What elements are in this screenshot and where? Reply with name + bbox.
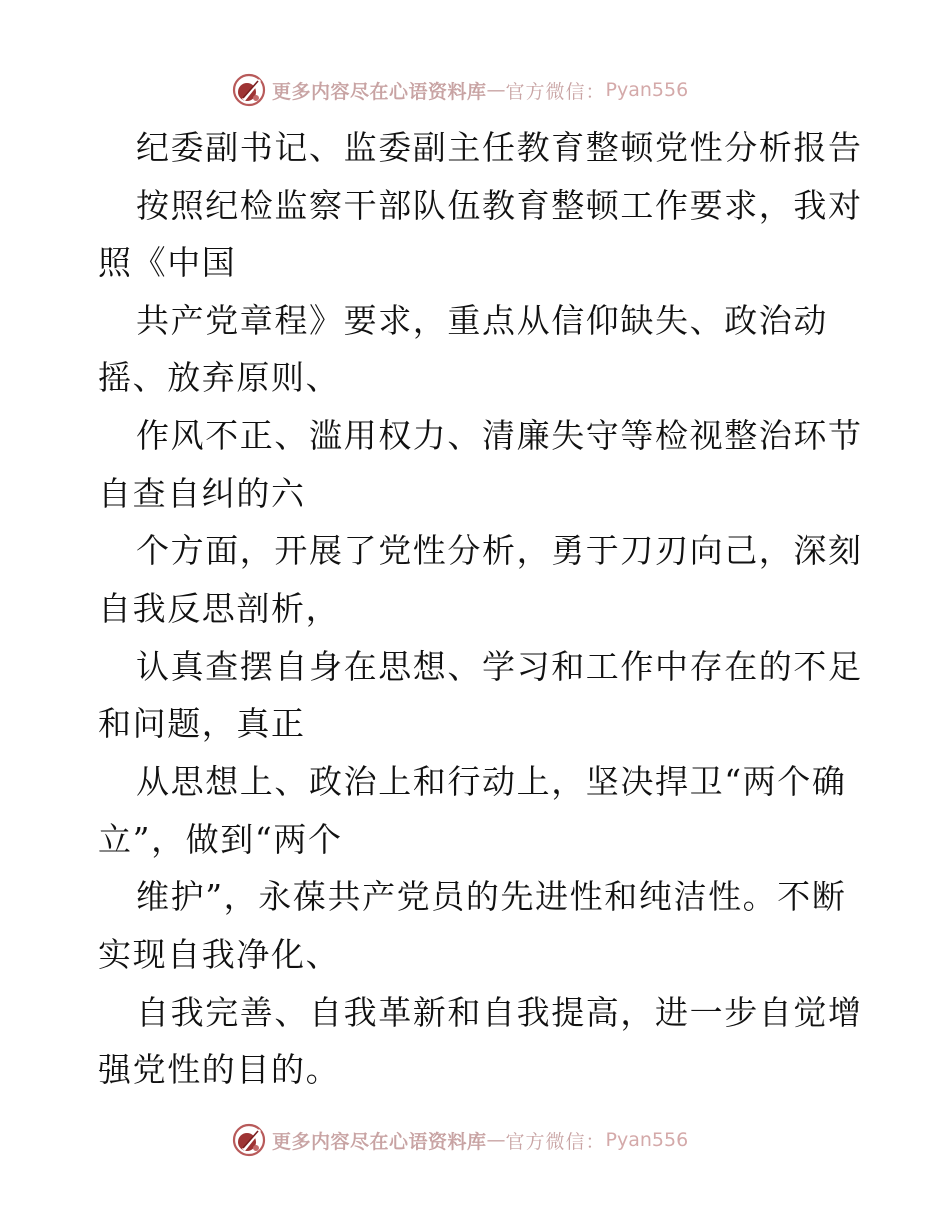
paragraph-line: 照《中国 [98,243,237,282]
watermark-brand-text: 更多内容尽在心语资料库 [272,1130,487,1153]
paragraph-line: 按照纪检监察干部队伍教育整顿工作要求，我对 [136,186,863,225]
paragraph-line: 作风不正、滥用权力、清廉失守等检视整治环节 [136,416,863,455]
paragraph-line: 实现自我净化、 [98,935,341,974]
watermark-wechat-label: 官方微信： [505,80,606,103]
watermark-wechat-label: 官方微信： [505,1130,606,1153]
paragraph-line: 共产党章程》要求，重点从信仰缺失、政治动 [136,301,828,340]
paragraph-line: 自我完善、自我革新和自我提高，进一步自觉增 [136,993,863,1032]
watermark-wechat-id: Pyan556 [605,79,689,101]
header-watermark-banner [232,70,688,110]
paragraph-line: 摇、放弃原则、 [98,358,341,397]
paragraph-line: 自查自纠的六 [98,474,306,513]
quill-ink-logo-icon [232,1123,266,1157]
footer-watermark-banner [232,1120,688,1160]
quill-ink-logo-icon [232,73,266,107]
paragraph-line: 个方面，开展了党性分析，勇于刀刃向己，深刻 [136,531,863,570]
watermark-separator: — [486,79,506,101]
paragraph-line: 自我反思剖析， [98,589,341,628]
paragraph-line: 和问题，真正 [98,704,306,743]
paragraph-line: 认真查摆自身在思想、学习和工作中存在的不足 [136,647,863,686]
paragraph-line: 强党性的目的。 [98,1050,341,1089]
watermark-brand-text: 更多内容尽在心语资料库 [272,80,487,103]
paragraph-line: 从思想上、政治上和行动上，坚决捍卫“两个确 [136,762,847,801]
document-title: 纪委副书记、监委副主任教育整顿党性分析报告 [136,128,863,167]
watermark-separator: — [486,1129,506,1151]
paragraph-line: 维护”，永葆共产党员的先进性和纯洁性。不断 [136,877,847,916]
watermark-wechat-id: Pyan556 [605,1129,689,1151]
paragraph-line: 立”，做到“两个 [98,820,343,859]
